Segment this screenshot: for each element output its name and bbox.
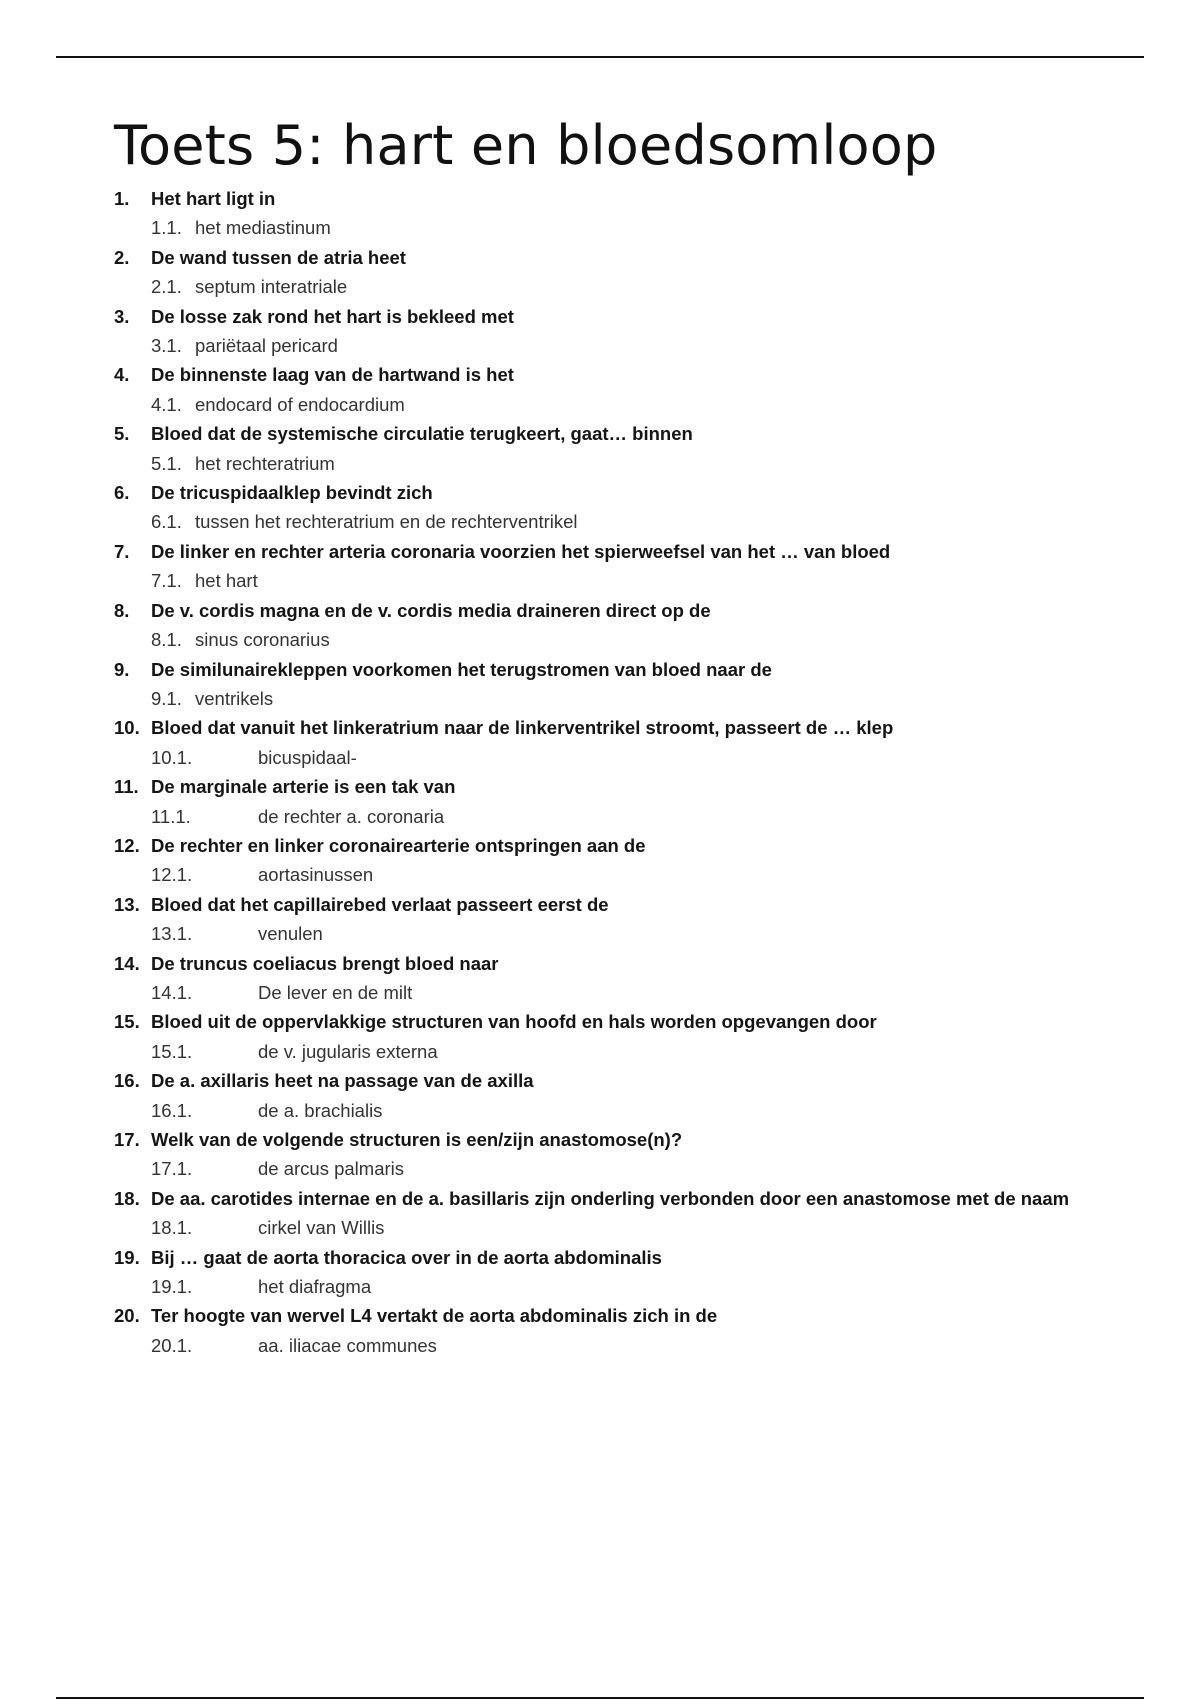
question-text: De wand tussen de atria heet: [151, 246, 406, 268]
list-item: [114, 184, 1074, 243]
answer: [114, 1272, 1074, 1301]
answer: [114, 625, 1074, 654]
answer: [114, 390, 1074, 419]
answer-text: cirkel van Willis: [258, 1217, 385, 1239]
answer-text: de rechter a. coronaria: [258, 805, 445, 827]
answer-text: het rechteratrium: [195, 452, 335, 474]
answer-number: 4.1.: [151, 393, 182, 415]
answer-number: 15.1.: [151, 1040, 193, 1062]
question-number: 5.: [114, 423, 130, 445]
answer-number: 8.1.: [151, 629, 182, 651]
list-item: [114, 890, 1074, 949]
question: [114, 890, 1074, 919]
question: [114, 949, 1074, 978]
answer-text: de v. jugularis externa: [258, 1040, 438, 1062]
question-text: Bloed dat het capillairebed verlaat passeert eerst de: [151, 893, 609, 915]
answer: [114, 919, 1074, 948]
answer: [114, 331, 1074, 360]
question: [114, 655, 1074, 684]
list-item: [114, 1007, 1074, 1066]
list-item: [114, 655, 1074, 714]
answer-number: 13.1.: [151, 923, 193, 945]
question-number: 2.: [114, 246, 130, 268]
question-text: Ter hoogte van wervel L4 vertakt de aorta abdominalis zich in de: [151, 1305, 718, 1327]
question: [114, 243, 1074, 272]
answer-text: bicuspidaal-: [258, 746, 357, 768]
list-item: [114, 1301, 1074, 1360]
answer-number: 17.1.: [151, 1158, 193, 1180]
answer-number: 11.1.: [151, 805, 191, 827]
question-number: 7.: [114, 540, 130, 562]
answer-text: tussen het rechteratrium en de rechterventrikel: [195, 511, 578, 533]
answer: [114, 213, 1074, 242]
answer: [114, 507, 1074, 536]
question-text: Bloed dat vanuit het linkeratrium naar de linkerventrikel stroomt, passeert de … klep: [151, 717, 894, 739]
answer-text: pariëtaal pericard: [195, 335, 338, 357]
list-item: [114, 713, 1074, 772]
question-text: De similunairekleppen voorkomen het terugstromen van bloed naar de: [151, 658, 772, 680]
answer: [114, 978, 1074, 1007]
answer-number: 14.1.: [151, 981, 193, 1003]
answer-text: de arcus palmaris: [258, 1158, 405, 1180]
question-text: De v. cordis magna en de v. cordis media draineren direct op de: [151, 599, 711, 621]
answer-text: aa. iliacae communes: [258, 1334, 437, 1356]
list-item: [114, 949, 1074, 1008]
question-number: 19.: [114, 1246, 140, 1268]
answer-number: 20.1.: [151, 1334, 193, 1356]
question: [114, 1301, 1074, 1330]
question-text: Bloed uit de oppervlakkige structuren van hoofd en hals worden opgevangen door: [151, 1011, 877, 1033]
list-item: [114, 1125, 1074, 1184]
list-item: [114, 537, 1074, 596]
question-number: 10.: [114, 717, 140, 739]
question: [114, 478, 1074, 507]
question: [114, 596, 1074, 625]
question: [114, 1007, 1074, 1036]
question: [114, 360, 1074, 389]
question-number: 4.: [114, 364, 130, 386]
question-number: 20.: [114, 1305, 140, 1327]
answer-number: 7.1.: [151, 570, 182, 592]
question: [114, 1066, 1074, 1095]
question-text: De marginale arterie is een tak van: [151, 776, 456, 798]
list-item: [114, 1066, 1074, 1125]
list-item: [114, 419, 1074, 478]
list-item: [114, 360, 1074, 419]
question: [114, 772, 1074, 801]
question-number: 8.: [114, 599, 130, 621]
list-item: [114, 1243, 1074, 1302]
answer-text: het mediastinum: [195, 217, 331, 239]
answer: [114, 743, 1074, 772]
question-text: Het hart ligt in: [151, 188, 276, 209]
answer: [114, 566, 1074, 595]
answer-number: 6.1.: [151, 511, 182, 533]
answer: [114, 1096, 1074, 1125]
answer-text: de a. brachialis: [258, 1099, 383, 1121]
answer-number: 1.1.: [151, 217, 182, 239]
question-text: De aa. carotides internae en de a. basillaris zijn onderling verbonden door een anastomose met de naam: [151, 1187, 1070, 1209]
question: [114, 302, 1074, 331]
list-item: [114, 302, 1074, 361]
question-text: De losse zak rond het hart is bekleed met: [151, 305, 514, 327]
answer-number: 19.1.: [151, 1276, 193, 1298]
answer-number: 3.1.: [151, 335, 182, 357]
top-rule: [56, 56, 1144, 58]
answer: [114, 1331, 1074, 1360]
answer-number: 12.1.: [151, 864, 193, 886]
answer-number: 5.1.: [151, 452, 182, 474]
question: [114, 713, 1074, 742]
answer-text: het hart: [195, 570, 258, 592]
answer: [114, 684, 1074, 713]
list-item: [114, 243, 1074, 302]
answer: [114, 1213, 1074, 1242]
question: [114, 184, 1074, 213]
question-number: 16.: [114, 1070, 140, 1092]
bottom-rule: [56, 1697, 1144, 1699]
answer-number: 10.1.: [151, 746, 193, 768]
question-text: De binnenste laag van de hartwand is het: [151, 364, 514, 386]
answer: [114, 802, 1074, 831]
answer-text: het diafragma: [258, 1276, 372, 1298]
question-number: 1.: [114, 188, 130, 209]
question: [114, 1125, 1074, 1154]
question: [114, 419, 1074, 448]
question-number: 3.: [114, 305, 130, 327]
question-text: De linker en rechter arteria coronaria voorzien het spierweefsel van het … van bloed: [151, 540, 891, 562]
list-item: [114, 772, 1074, 831]
question-number: 6.: [114, 482, 130, 504]
question-text: De rechter en linker coronairearterie ontspringen aan de: [151, 834, 646, 856]
answer-text: De lever en de milt: [258, 981, 413, 1003]
question-number: 14.: [114, 952, 140, 974]
list-item: [114, 478, 1074, 537]
answer-number: 16.1.: [151, 1099, 193, 1121]
answer-number: 9.1.: [151, 687, 182, 709]
answer: [114, 860, 1074, 889]
list-item: [114, 831, 1074, 890]
answer-text: sinus coronarius: [195, 629, 330, 651]
question: [114, 537, 1074, 566]
answer-text: aortasinussen: [258, 864, 374, 886]
question-number: 13.: [114, 893, 140, 915]
question: [114, 1184, 1074, 1213]
page-title: Toets 5: hart en bloedsomloop: [114, 114, 938, 177]
answer-number: 18.1.: [151, 1217, 193, 1239]
answer-text: septum interatriale: [195, 276, 348, 298]
question-text: De tricuspidaalklep bevindt zich: [151, 482, 433, 504]
question-number: 17.: [114, 1129, 140, 1150]
question-text: Welk van de volgende structuren is een/zijn anastomose(n)?: [151, 1129, 683, 1150]
question-list: [114, 184, 1074, 1360]
question: [114, 831, 1074, 860]
answer: [114, 272, 1074, 301]
question-number: 12.: [114, 834, 140, 856]
answer: [114, 449, 1074, 478]
question-text: De truncus coeliacus brengt bloed naar: [151, 952, 499, 974]
answer-text: endocard of endocardium: [195, 393, 405, 415]
question: [114, 1243, 1074, 1272]
answer-number: 2.1.: [151, 276, 182, 298]
question-text: Bij … gaat de aorta thoracica over in de aorta abdominalis: [151, 1246, 662, 1268]
question-number: 9.: [114, 658, 130, 680]
answer-text: venulen: [258, 923, 323, 945]
question-number: 15.: [114, 1011, 140, 1033]
question-text: De a. axillaris heet na passage van de axilla: [151, 1070, 534, 1092]
list-item: [114, 596, 1074, 655]
answer: [114, 1037, 1074, 1066]
list-item: [114, 1184, 1074, 1243]
answer-text: ventrikels: [195, 687, 274, 709]
answer: [114, 1154, 1074, 1183]
question-number: 11.: [114, 776, 139, 798]
document-body: [114, 112, 1074, 1360]
question-text: Bloed dat de systemische circulatie terugkeert, gaat… binnen: [151, 423, 693, 445]
question-number: 18.: [114, 1187, 140, 1209]
